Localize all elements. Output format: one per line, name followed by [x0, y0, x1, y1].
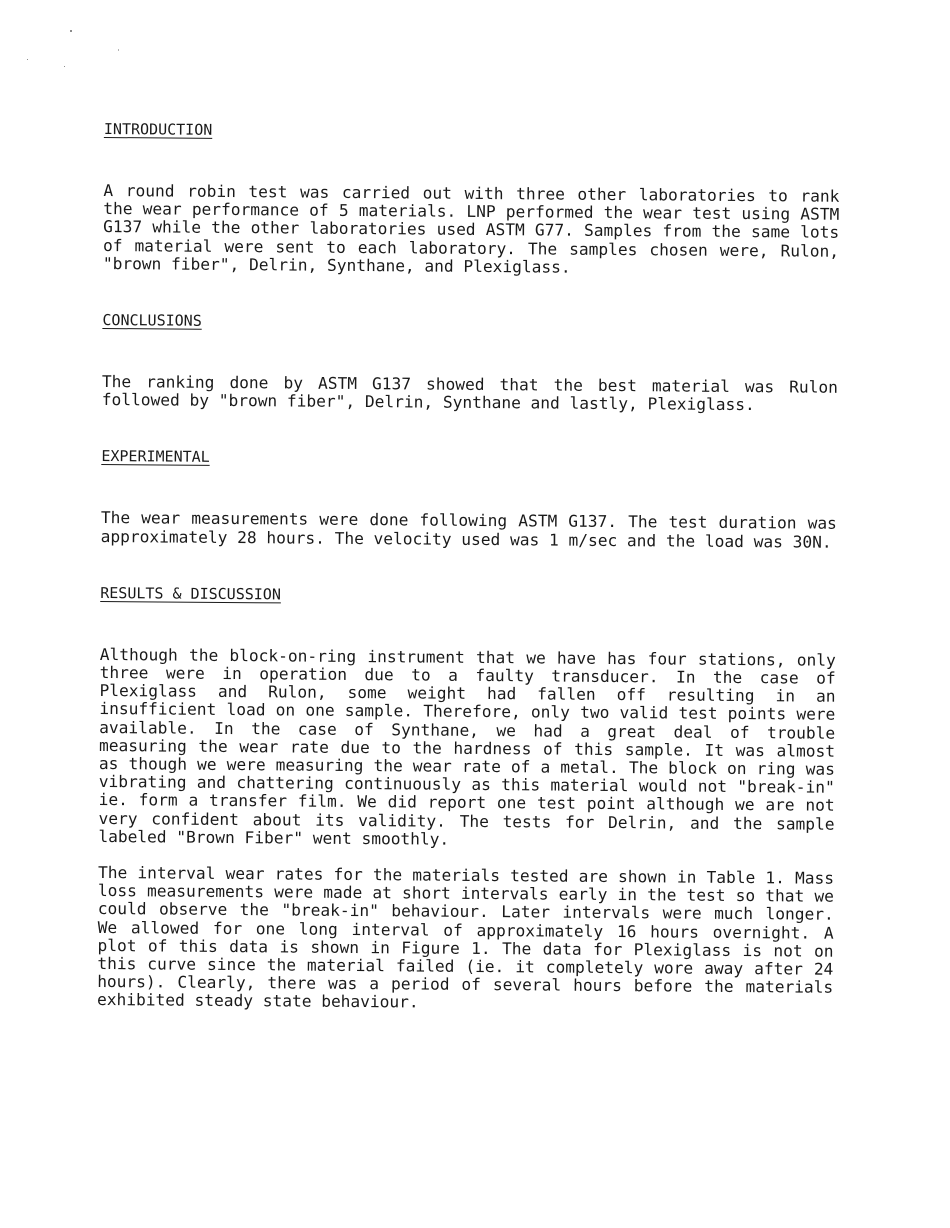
section-experimental	[101, 447, 838, 551]
paragraph: The interval wear rates for the materials tested are shown in Table 1. Mass loss measurements were made at short intervals early in the test so that we could observe the "break-in" behaviour. Later intervals were much longer. We allowed for one long interval of approximately 16 hours overnight. A plot of this data is shown in Figure 1. The data for Plexiglass is not on this curve since the material failed (ie. it completely wore away after 24 hours). Clearly, there was a period of several hours before the materials exhibited steady state behaviour.	[97, 863, 835, 1012]
section-heading: CONCLUSIONS	[102, 311, 202, 330]
scan-speck	[118, 49, 119, 51]
paragraph: The wear measurements were done following ASTM G137. The test duration was approximately 28 hours. The velocity used was 1 m/sec and the load was 30N.	[100, 508, 837, 552]
paragraph: The ranking done by ASTM G137 showed that the best material was Rulon followed by "brown fiber", Delrin, Synthane and lastly, Plexiglass.	[101, 372, 838, 415]
scan-speck	[64, 66, 65, 67]
scan-speck	[27, 59, 28, 60]
section-heading: EXPERIMENTAL	[101, 447, 210, 467]
section-heading: INTRODUCTION	[103, 120, 213, 139]
section-conclusions	[102, 311, 839, 415]
section-results-discussion	[97, 584, 836, 1016]
paragraph: Although the block-on-ring instrument that we have has four stations, only three were in operation due to a faulty transducer. In the case of Plexiglass and Rulon, some weight had fallen off resulting in an insufficient load on one sample. Therefore, only two valid test points were available. In the case of Synthane, we had a great deal of trouble measuring the wear rate due to the hardness of this sample. It was almost as though we were measuring the wear rate of a metal. The block on ring was vibrating and chattering continuously as this material would not "break-in" ie. form a transfer film. We did report one test point although we are not very confident about its validity. The tests for Delrin, and the sample labeled "Brown Fiber" went smoothly.	[98, 644, 836, 849]
section-heading: RESULTS & DISCUSSION	[100, 583, 281, 604]
paragraph: A round robin test was carried out with three other laboratories to rank the wear performance of 5 materials. LNP performed the wear test using ASTM G137 while the other laboratories used ASTM G77. Samples from the same lots of material were sent to each laboratory. The samples chosen were, Rulon, "brown fiber", Delrin, Synthane, and Plexiglass.	[102, 180, 840, 277]
scan-speck	[70, 30, 72, 32]
document-body	[97, 120, 840, 1015]
section-introduction	[103, 120, 840, 279]
